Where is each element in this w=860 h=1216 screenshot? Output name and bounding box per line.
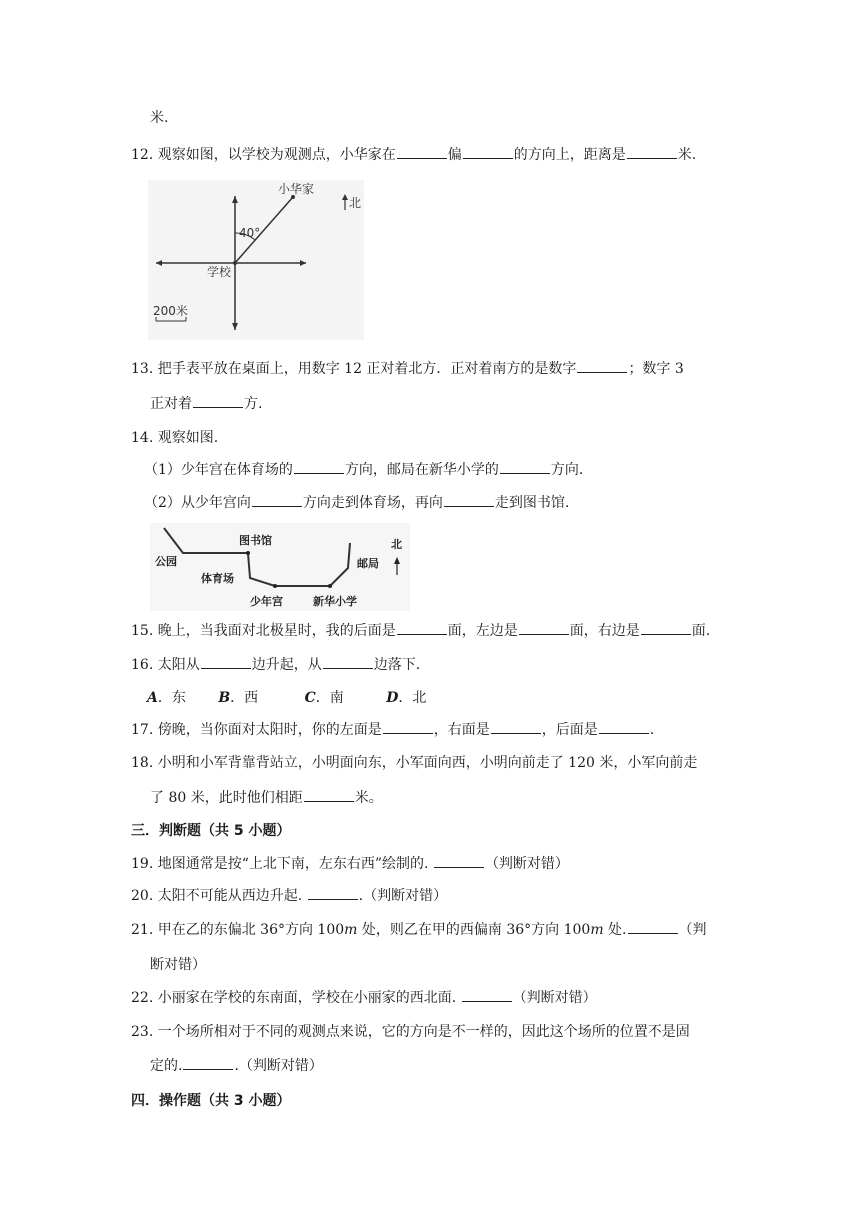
school-direction-figure (148, 180, 364, 340)
answer-blank[interactable] (201, 655, 251, 669)
answer-blank[interactable] (183, 1056, 233, 1070)
xiaohua-home-label: 小华家 (278, 182, 315, 196)
question-16-options (147, 688, 454, 708)
answer-blank[interactable] (252, 493, 302, 507)
question-15: 15. 晚上，当我面对北极星时，我的后面是 面，左边是 面，右边是 面. (131, 623, 711, 639)
answer-blank[interactable] (519, 621, 569, 635)
answer-blank[interactable] (500, 460, 550, 474)
answer-blank[interactable] (304, 788, 354, 802)
answer-blank[interactable] (193, 394, 243, 408)
route-map-figure (150, 523, 410, 611)
answer-blank[interactable] (577, 359, 627, 373)
question-23: 23. 一个场所相对于不同的观测点来说，它的方向是不一样的，因此这个场所的位置不是固 (131, 1024, 690, 1040)
scale-label: 200米 (153, 304, 188, 318)
answer-blank[interactable] (628, 920, 678, 934)
answer-blank[interactable] (463, 145, 513, 159)
answer-blank[interactable] (627, 145, 677, 159)
stadium-label: 体育场 (201, 572, 234, 585)
question-16: 16. 太阳从 边升起，从 边落下. (131, 657, 421, 673)
question-23-line2: 定的. .（判断对错） (150, 1058, 323, 1074)
question-17: 17. 傍晚，当你面对太阳时，你的左面是 ，右面是 ，后面是 . (131, 722, 655, 738)
question-14: 14. 观察如图. (131, 430, 219, 446)
answer-blank[interactable] (462, 988, 512, 1002)
answer-blank[interactable] (434, 854, 484, 868)
question-13-line2: 正对着 方. (150, 396, 263, 412)
question-18: 18. 小明和小军背靠背站立，小明面向东，小军面向西，小明向前走了 120 米，小军向前走 (131, 755, 698, 771)
angle-label: 40° (239, 226, 261, 240)
option-c[interactable]: C．南 (304, 690, 344, 706)
question-21: 21. 甲在乙的东偏北 36°方向 100m 处，则乙在甲的西偏南 36°方向 100m 处. （判 (131, 922, 707, 938)
answer-blank[interactable] (491, 720, 541, 734)
question-12: 12. 观察如图，以学校为观测点，小华家在 偏 的方向上，距离是 米. (131, 147, 697, 163)
answer-blank[interactable] (383, 720, 433, 734)
answer-blank[interactable] (599, 720, 649, 734)
answer-blank[interactable] (294, 460, 344, 474)
answer-blank[interactable] (641, 621, 691, 635)
post-office-label: 邮局 (357, 557, 379, 570)
answer-blank[interactable] (308, 886, 358, 900)
question-21-line2: 断对错） (150, 957, 206, 973)
north-label: 北 (349, 196, 362, 210)
question-14-part1: （1）少年宫在体育场的 方向，邮局在新华小学的 方向. (144, 462, 584, 478)
xinhua-school-label: 新华小学 (313, 595, 357, 608)
answer-blank[interactable] (397, 621, 447, 635)
option-a[interactable]: A．东 (147, 690, 186, 706)
section-4-heading: 四．操作题（共 3 小题） (131, 1093, 291, 1109)
option-d[interactable]: D．北 (386, 690, 427, 706)
answer-blank[interactable] (444, 493, 494, 507)
question-14-part2: （2）从少年宫向 方向走到体育场，再向 走到图书馆. (144, 495, 570, 511)
question-19: 19. 地图通常是按“上北下南，左东右西”绘制的. （判断对错） (131, 856, 569, 872)
question-13: 13. 把手表平放在桌面上，用数字 12 正对着北方．正对着南方的是数字 ；数字 3 (131, 361, 684, 377)
park-label: 公园 (155, 555, 177, 568)
answer-blank[interactable] (397, 145, 447, 159)
youth-palace-label: 少年宫 (250, 595, 283, 608)
q11-tail: 米. (150, 110, 169, 126)
north-label: 北 (391, 538, 402, 551)
answer-blank[interactable] (323, 655, 373, 669)
question-22: 22. 小丽家在学校的东南面，学校在小丽家的西北面. （判断对错） (131, 990, 597, 1006)
option-b[interactable]: B．西 (218, 690, 259, 706)
question-20: 20. 太阳不可能从西边升起. .（判断对错） (131, 888, 448, 904)
library-label: 图书馆 (239, 534, 272, 547)
question-18-line2: 了 80 米，此时他们相距 米。 (150, 790, 383, 806)
section-3-heading: 三．判断题（共 5 小题） (131, 823, 291, 839)
school-label: 学校 (207, 265, 232, 279)
